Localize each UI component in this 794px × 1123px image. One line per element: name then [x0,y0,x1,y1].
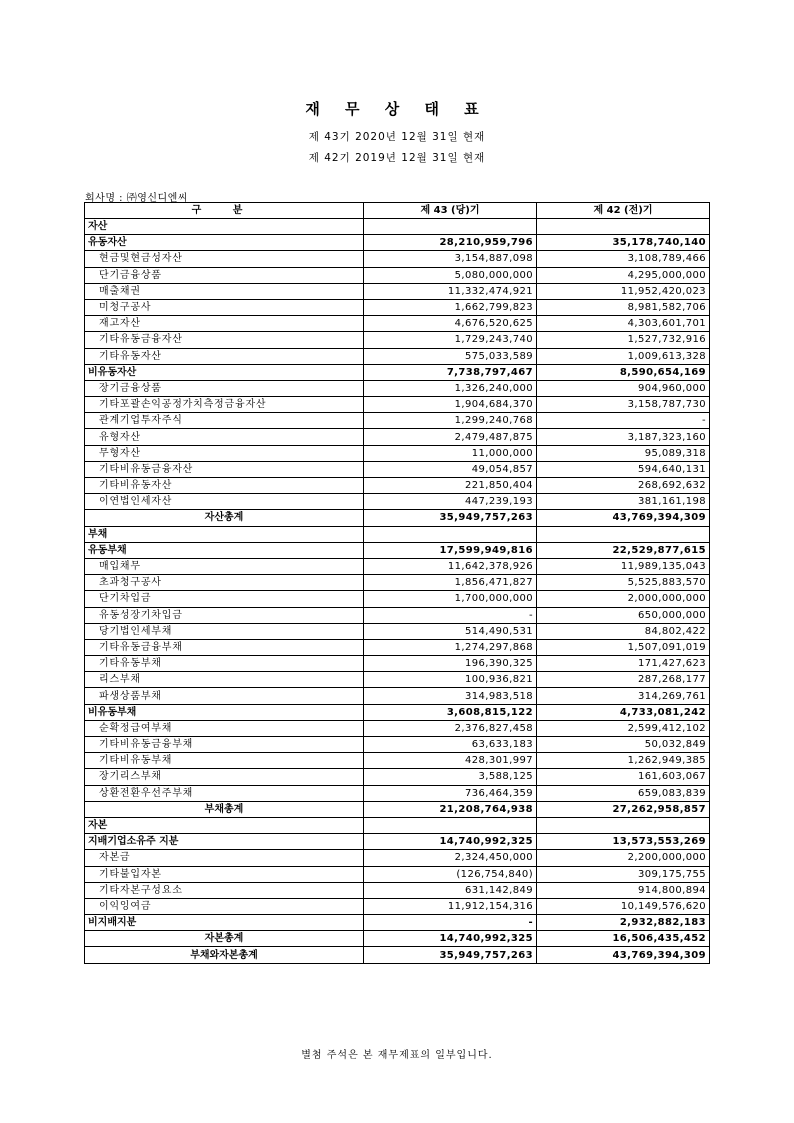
table-row [85,720,710,736]
table-row [85,413,710,429]
row-label: 기타비유동금융자산 [85,461,364,477]
table-row [85,397,710,413]
row-label: 당기법인세부채 [85,623,364,639]
header-item: 구 분 [85,203,364,219]
row-prior-value: 309,175,755 [537,866,710,882]
table-row [85,429,710,445]
row-current-value: 1,729,243,740 [364,332,537,348]
table-row [85,235,710,251]
table-row [85,494,710,510]
row-label: 부채총계 [85,801,364,817]
table-row [85,607,710,623]
row-current-value: 2,324,450,000 [364,850,537,866]
row-prior-value: 95,089,318 [537,445,710,461]
row-prior-value: 2,000,000,000 [537,591,710,607]
row-current-value: 35,949,757,263 [364,947,537,963]
row-label: 기타유동금융부채 [85,639,364,655]
row-label: 자산총계 [85,510,364,526]
row-prior-value: 22,529,877,615 [537,542,710,558]
row-prior-value: 914,800,894 [537,882,710,898]
row-prior-value: 4,295,000,000 [537,267,710,283]
row-current-value: 1,326,240,000 [364,380,537,396]
row-label: 미청구공사 [85,299,364,315]
row-current-value: 28,210,959,796 [364,235,537,251]
table-row [85,850,710,866]
table-row [85,575,710,591]
table-row [85,639,710,655]
table-body [85,219,710,964]
row-current-value: (126,754,840) [364,866,537,882]
row-label: 재고자산 [85,316,364,332]
row-prior-value [537,219,710,235]
row-prior-value: 3,187,323,160 [537,429,710,445]
row-label: 지배기업소유주 지분 [85,834,364,850]
table-row [85,801,710,817]
row-prior-value: 8,981,582,706 [537,299,710,315]
table-row [85,737,710,753]
row-current-value: 11,332,474,921 [364,283,537,299]
row-prior-value: 5,525,883,570 [537,575,710,591]
row-label: 매입채무 [85,558,364,574]
row-prior-value: 161,603,067 [537,769,710,785]
table-row [85,251,710,267]
row-label: 비지배지분 [85,915,364,931]
row-current-value: 4,676,520,625 [364,316,537,332]
row-label: 기타유동부채 [85,656,364,672]
row-prior-value: 11,952,420,023 [537,283,710,299]
row-label: 유형자산 [85,429,364,445]
row-current-value: 575,033,589 [364,348,537,364]
row-current-value: 3,608,815,122 [364,704,537,720]
row-label: 비유동자산 [85,364,364,380]
row-current-value: 3,588,125 [364,769,537,785]
row-prior-value: 3,108,789,466 [537,251,710,267]
row-label: 유동자산 [85,235,364,251]
row-prior-value: 11,989,135,043 [537,558,710,574]
row-prior-value: 2,599,412,102 [537,720,710,736]
row-prior-value: 1,262,949,385 [537,753,710,769]
row-prior-value: 4,303,601,701 [537,316,710,332]
row-prior-value: 43,769,394,309 [537,947,710,963]
row-label: 부채 [85,526,364,542]
row-prior-value: 268,692,632 [537,478,710,494]
table-row [85,461,710,477]
row-prior-value: 43,769,394,309 [537,510,710,526]
row-current-value: 5,080,000,000 [364,267,537,283]
table-row [85,931,710,947]
row-prior-value: 659,083,839 [537,785,710,801]
table-row [85,542,710,558]
row-label: 비유동부채 [85,704,364,720]
row-label: 관계기업투자주식 [85,413,364,429]
row-label: 단기금융상품 [85,267,364,283]
row-label: 초과청구공사 [85,575,364,591]
row-prior-value: 8,590,654,169 [537,364,710,380]
table-row [85,364,710,380]
row-current-value: 2,376,827,458 [364,720,537,736]
row-prior-value: 314,269,761 [537,688,710,704]
footnote: 별첨 주석은 본 재무제표의 일부입니다. [301,1050,493,1061]
row-label: 기타비유동금융부채 [85,737,364,753]
row-current-value: 514,490,531 [364,623,537,639]
row-current-value: 11,642,378,926 [364,558,537,574]
row-current-value: 314,983,518 [364,688,537,704]
row-current-value: 1,299,240,768 [364,413,537,429]
row-label: 유동성장기차입금 [85,607,364,623]
row-current-value: - [364,607,537,623]
period-current: 제 43기 2020년 12월 31일 현재 [308,131,486,143]
row-label: 자본총계 [85,931,364,947]
balance-sheet-table [84,202,710,964]
table-header-row [85,203,710,219]
row-prior-value: 1,009,613,328 [537,348,710,364]
row-current-value: 14,740,992,325 [364,931,537,947]
row-current-value: 49,054,857 [364,461,537,477]
row-current-value: 21,208,764,938 [364,801,537,817]
row-prior-value: 27,262,958,857 [537,801,710,817]
table-row [85,526,710,542]
table-row [85,283,710,299]
row-current-value [364,817,537,833]
row-prior-value [537,817,710,833]
row-prior-value: 594,640,131 [537,461,710,477]
period-prior: 제 42기 2019년 12월 31일 현재 [308,152,486,164]
row-label: 장기리스부채 [85,769,364,785]
row-label: 리스부채 [85,672,364,688]
row-prior-value: 381,161,198 [537,494,710,510]
row-prior-value: 50,032,849 [537,737,710,753]
row-prior-value: 10,149,576,620 [537,898,710,914]
row-current-value: 1,700,000,000 [364,591,537,607]
row-current-value: 1,662,799,823 [364,299,537,315]
table-row [85,623,710,639]
table-row [85,332,710,348]
table-row [85,380,710,396]
row-label: 이익잉여금 [85,898,364,914]
table-row [85,704,710,720]
table-row [85,316,710,332]
row-label: 상환전환우선주부채 [85,785,364,801]
row-label: 기타비유동자산 [85,478,364,494]
row-label: 무형자산 [85,445,364,461]
table-row [85,898,710,914]
row-label: 기타자본구성요소 [85,882,364,898]
row-current-value: - [364,915,537,931]
table-row [85,445,710,461]
row-prior-value: 2,932,882,183 [537,915,710,931]
table-row [85,817,710,833]
row-label: 기타불입자본 [85,866,364,882]
table-row [85,299,710,315]
row-label: 기타포괄손익공정가치측정금융자산 [85,397,364,413]
row-current-value: 428,301,997 [364,753,537,769]
table-row [85,510,710,526]
row-label: 기타비유동부채 [85,753,364,769]
table-row [85,785,710,801]
row-prior-value: 904,960,000 [537,380,710,396]
row-current-value: 14,740,992,325 [364,834,537,850]
row-current-value: 447,239,193 [364,494,537,510]
table-row [85,478,710,494]
row-label: 부채와자본총계 [85,947,364,963]
row-prior-value: 171,427,623 [537,656,710,672]
row-current-value: 11,912,154,316 [364,898,537,914]
company-name: 회사명 : ㈜영신디엔씨 [85,193,189,204]
table-row [85,915,710,931]
row-label: 매출채권 [85,283,364,299]
row-prior-value: 2,200,000,000 [537,850,710,866]
table-row [85,348,710,364]
table-row [85,753,710,769]
row-current-value: 63,633,183 [364,737,537,753]
row-label: 순확정급여부채 [85,720,364,736]
row-prior-value: 1,507,091,019 [537,639,710,655]
row-label: 장기금융상품 [85,380,364,396]
table-row [85,866,710,882]
row-label: 이연법인세자산 [85,494,364,510]
table-row [85,656,710,672]
table-row [85,882,710,898]
row-label: 현금및현금성자산 [85,251,364,267]
row-label: 유동부채 [85,542,364,558]
table-row [85,834,710,850]
row-current-value: 17,599,949,816 [364,542,537,558]
statement-title: 재 무 상 태 표 [305,100,489,118]
header-current: 제 43 (당)기 [364,203,537,219]
row-current-value: 1,856,471,827 [364,575,537,591]
row-prior-value [537,526,710,542]
row-current-value: 221,850,404 [364,478,537,494]
header-prior: 제 42 (전)기 [537,203,710,219]
row-prior-value: 4,733,081,242 [537,704,710,720]
table-row [85,947,710,963]
row-current-value: 2,479,487,875 [364,429,537,445]
row-current-value: 631,142,849 [364,882,537,898]
row-current-value [364,219,537,235]
row-label: 기타유동자산 [85,348,364,364]
row-label: 기타유동금융자산 [85,332,364,348]
row-current-value: 1,904,684,370 [364,397,537,413]
row-current-value: 3,154,887,098 [364,251,537,267]
row-label: 자본금 [85,850,364,866]
row-label: 파생상품부채 [85,688,364,704]
row-prior-value: 35,178,740,140 [537,235,710,251]
table-row [85,219,710,235]
row-current-value: 196,390,325 [364,656,537,672]
row-label: 자본 [85,817,364,833]
row-prior-value: - [537,413,710,429]
row-prior-value: 287,268,177 [537,672,710,688]
row-prior-value: 16,506,435,452 [537,931,710,947]
row-current-value: 1,274,297,868 [364,639,537,655]
row-current-value: 11,000,000 [364,445,537,461]
row-current-value: 7,738,797,467 [364,364,537,380]
table-row [85,558,710,574]
row-label: 단기차입금 [85,591,364,607]
row-current-value: 35,949,757,263 [364,510,537,526]
row-current-value: 736,464,359 [364,785,537,801]
row-label: 자산 [85,219,364,235]
row-prior-value: 1,527,732,916 [537,332,710,348]
row-current-value [364,526,537,542]
row-current-value: 100,936,821 [364,672,537,688]
table-row [85,591,710,607]
row-prior-value: 650,000,000 [537,607,710,623]
table-row [85,688,710,704]
table-row [85,267,710,283]
table-row [85,769,710,785]
table-row [85,672,710,688]
row-prior-value: 3,158,787,730 [537,397,710,413]
row-prior-value: 84,802,422 [537,623,710,639]
row-prior-value: 13,573,553,269 [537,834,710,850]
